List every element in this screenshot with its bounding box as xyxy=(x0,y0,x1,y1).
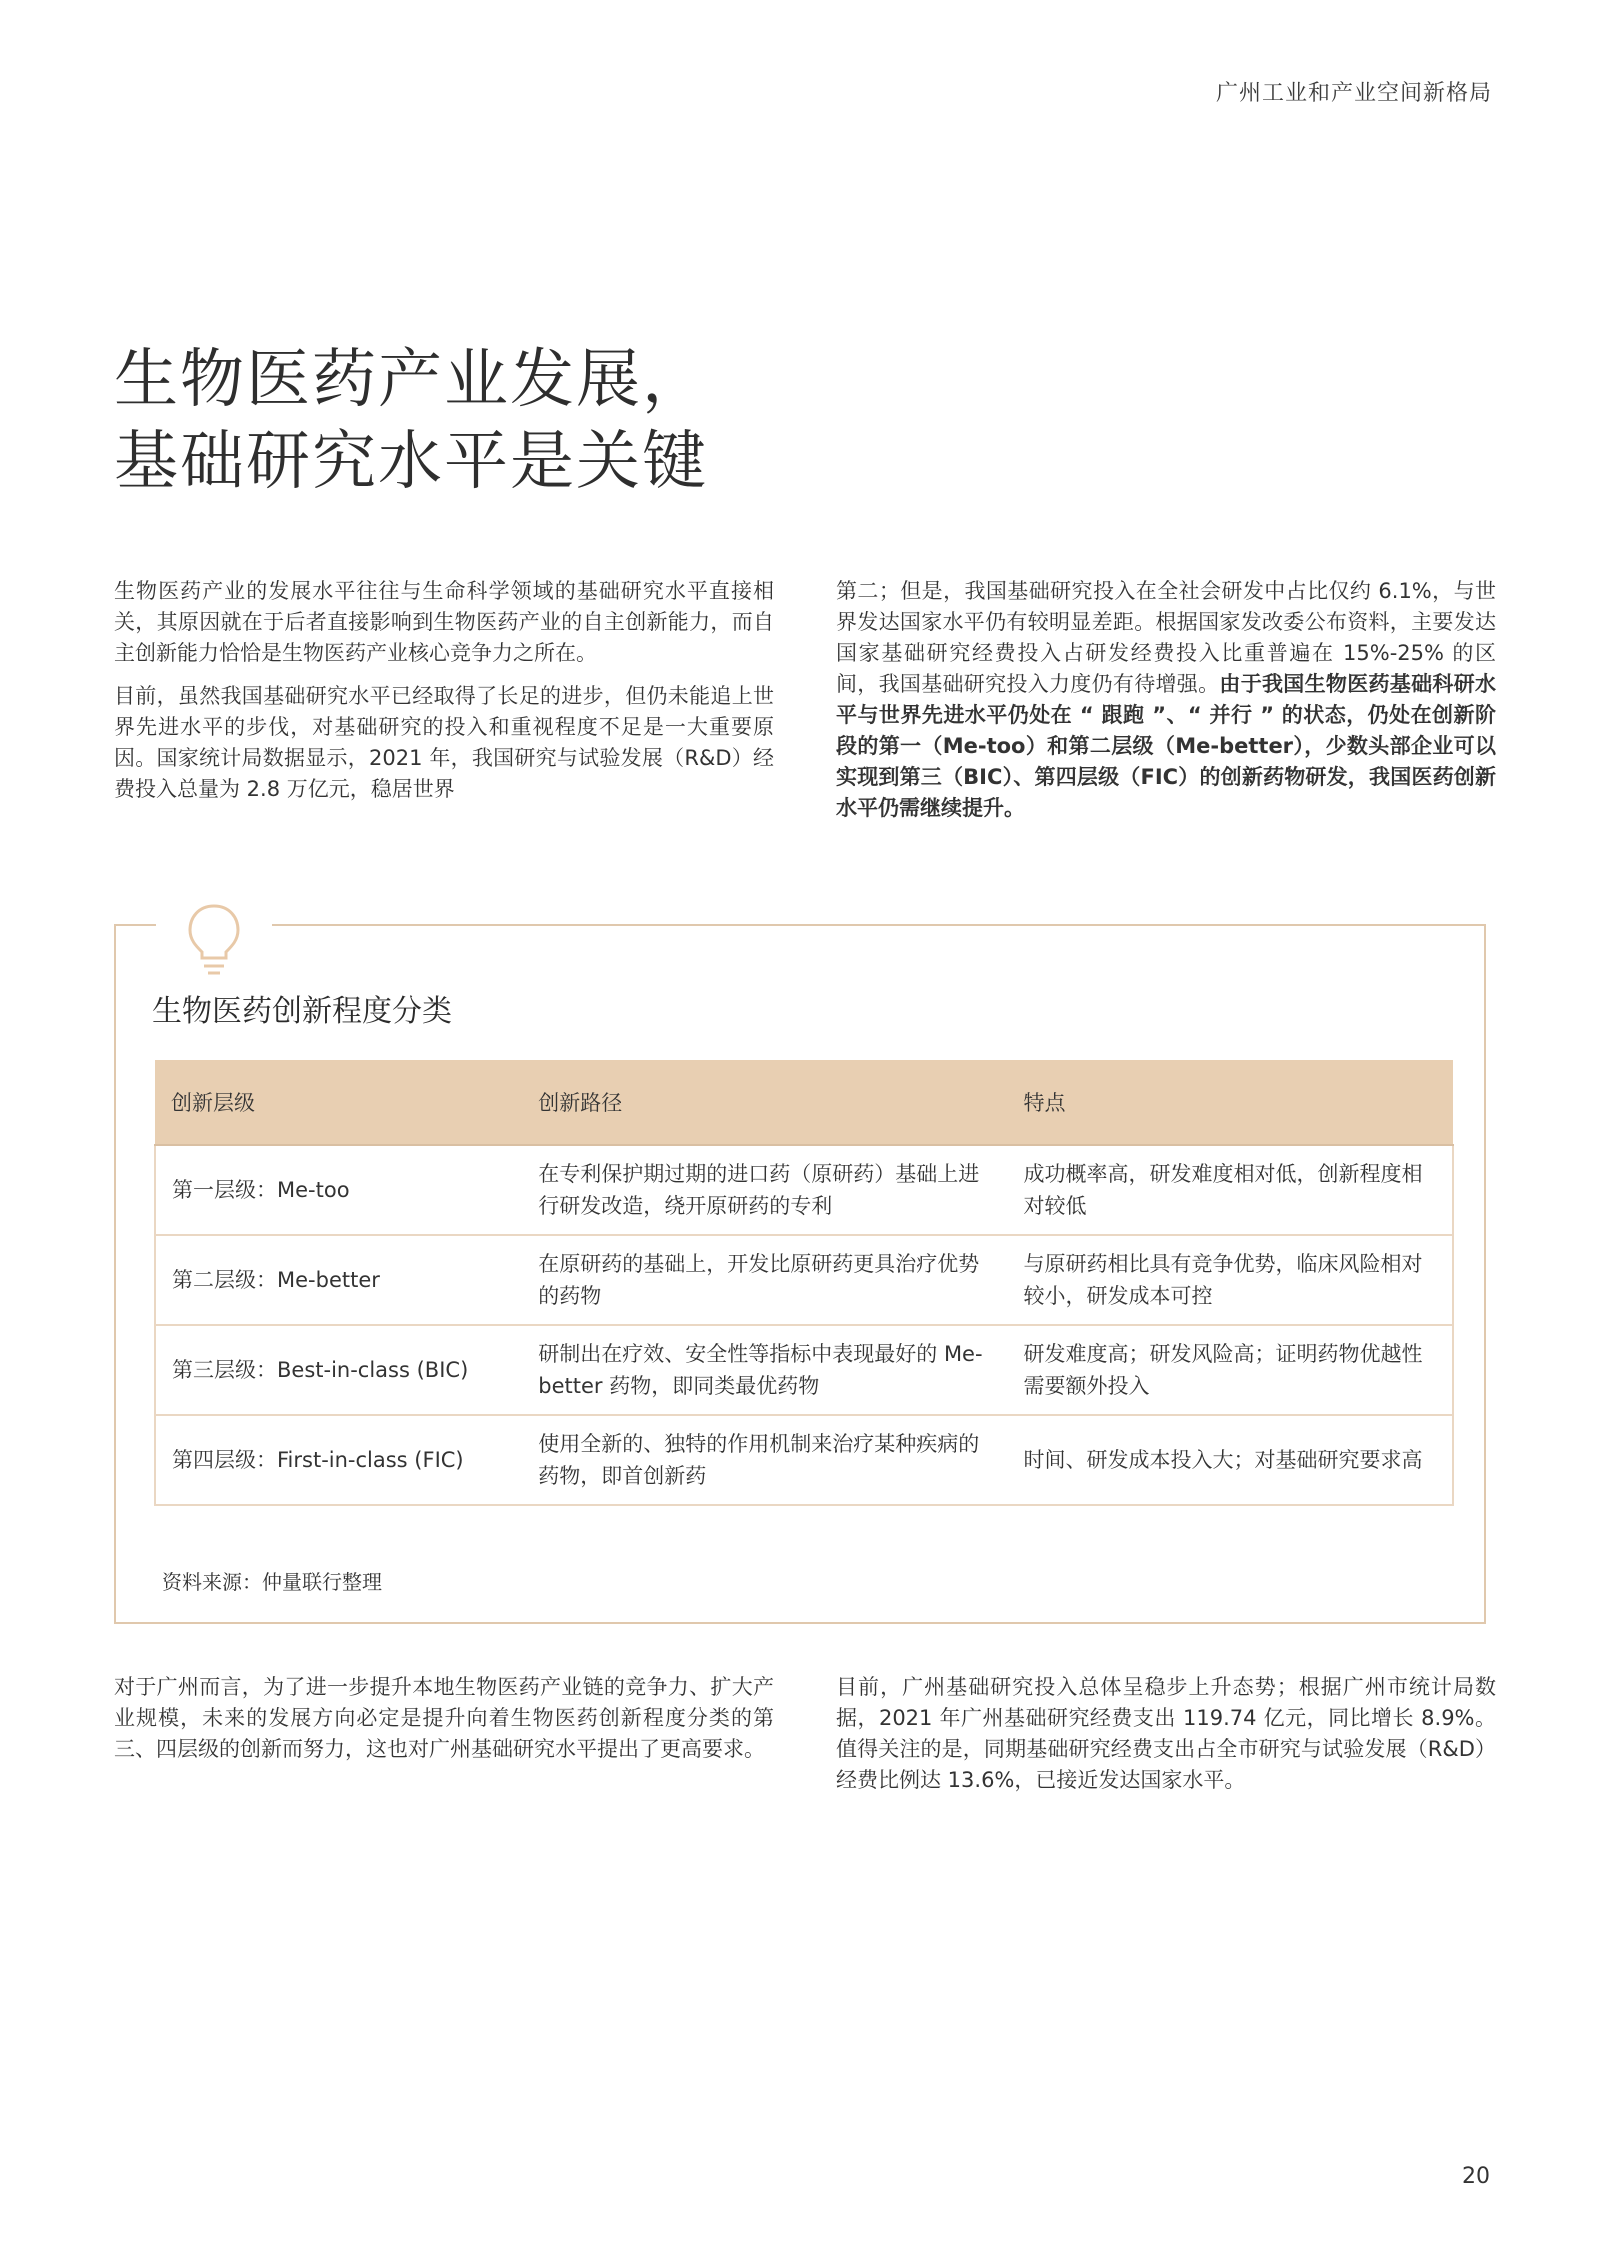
page-title xyxy=(114,339,1014,503)
table-cell: 成功概率高，研发难度相对低，创新程度相对较低 xyxy=(1007,1145,1453,1235)
page-title-line1: 生物医药产业发展， xyxy=(114,342,708,417)
table-row xyxy=(155,1145,1453,1235)
classification-table xyxy=(154,1060,1454,1506)
table-row xyxy=(155,1235,1453,1325)
table-cell: 与原研药相比具有竞争优势，临床风险相对较小，研发成本可控 xyxy=(1007,1235,1453,1325)
conclusion-right-column xyxy=(836,1672,1496,1808)
intro-right-column xyxy=(836,576,1496,836)
source-note: 资料来源：仲量联行整理 xyxy=(162,1570,382,1594)
column-header: 创新路径 xyxy=(522,1060,1007,1145)
table-row xyxy=(155,1325,1453,1415)
table-cell: 时间、研发成本投入大；对基础研究要求高 xyxy=(1007,1415,1453,1505)
page-number: 20 xyxy=(1462,2164,1490,2189)
paragraph-text: 第二；但是，我国基础研究投入在全社会研发中占比仅约 6.1%，与世界发达国家水平仍有较明显差距。根据国家发改委公布资料，主要发达国家基础研究经费投入占研发经费投入比重普遍在 15%-25% 的区间，我国基础研究投入力度仍有待增强。 xyxy=(836,579,1496,696)
intro-left-column xyxy=(114,576,774,817)
table-cell: 使用全新的、独特的作用机制来治疗某种疾病的药物，即首创新药 xyxy=(522,1415,1007,1505)
paragraph: 目前，广州基础研究投入总体呈稳步上升态势；根据广州市统计局数据，2021 年广州基础研究经费支出 119.74 亿元，同比增长 8.9%。值得关注的是，同期基础研究经费支出占全市研究与试验发展（R&D）经费比例达 13.6%，已接近发达国家水平。 xyxy=(836,1675,1496,1792)
page-title-line2: 基础研究水平是关键 xyxy=(114,424,708,499)
paragraph xyxy=(836,576,1496,824)
table-cell: 第二层级：Me-better xyxy=(155,1235,522,1325)
table-cell: 研发难度高；研发风险高；证明药物优越性需要额外投入 xyxy=(1007,1325,1453,1415)
column-header: 特点 xyxy=(1007,1060,1453,1145)
column-header: 创新层级 xyxy=(155,1060,522,1145)
classification-box xyxy=(114,924,1486,1624)
table-cell: 第三层级：Best-in-class (BIC) xyxy=(155,1325,522,1415)
paragraph: 目前，虽然我国基础研究水平已经取得了长足的进步，但仍未能追上世界先进水平的步伐，对基础研究的投入和重视程度不足是一大重要原因。国家统计局数据显示，2021 年，我国研究与试验发展（R&D）经费投入总量为 2.8 万亿元，稳居世界 xyxy=(114,684,774,801)
conclusion-left-column xyxy=(114,1672,774,1777)
table-cell: 第一层级：Me-too xyxy=(155,1145,522,1235)
header-title: 广州工业和产业空间新格局 xyxy=(1215,81,1492,106)
table-row xyxy=(155,1415,1453,1505)
paragraph: 生物医药产业的发展水平往往与生命科学领域的基础研究水平直接相关，其原因就在于后者直接影响到生物医药产业的自主创新能力，而自主创新能力恰恰是生物医药产业核心竞争力之所在。 xyxy=(114,579,774,665)
paragraph-bold-text: 由于我国生物医药基础科研水平与世界先进水平仍处在 “ 跟跑 ”、“ 并行 ” 的状态，仍处在创新阶段的第一（Me-too）和第二层级（Me-better），少数头部企业可以实现到第三（BIC）、第四层级（FIC）的创新药物研发，我国医药创新水平仍需继续提升。 xyxy=(836,672,1497,820)
table-cell: 第四层级：First-in-class (FIC) xyxy=(155,1415,522,1505)
table-header-row xyxy=(155,1060,1453,1145)
table-cell: 研制出在疗效、安全性等指标中表现最好的 Me-better 药物，即同类最优药物 xyxy=(522,1325,1007,1415)
table-cell: 在专利保护期过期的进口药（原研药）基础上进行研发改造，绕开原研药的专利 xyxy=(522,1145,1007,1235)
box-title: 生物医药创新程度分类 xyxy=(152,994,452,1029)
lightbulb-icon xyxy=(178,896,250,982)
table-cell: 在原研药的基础上，开发比原研药更具治疗优势的药物 xyxy=(522,1235,1007,1325)
paragraph: 对于广州而言，为了进一步提升本地生物医药产业链的竞争力、扩大产业规模，未来的发展方向必定是提升向着生物医药创新程度分类的第三、四层级的创新而努力，这也对广州基础研究水平提出了更高要求。 xyxy=(114,1675,774,1761)
